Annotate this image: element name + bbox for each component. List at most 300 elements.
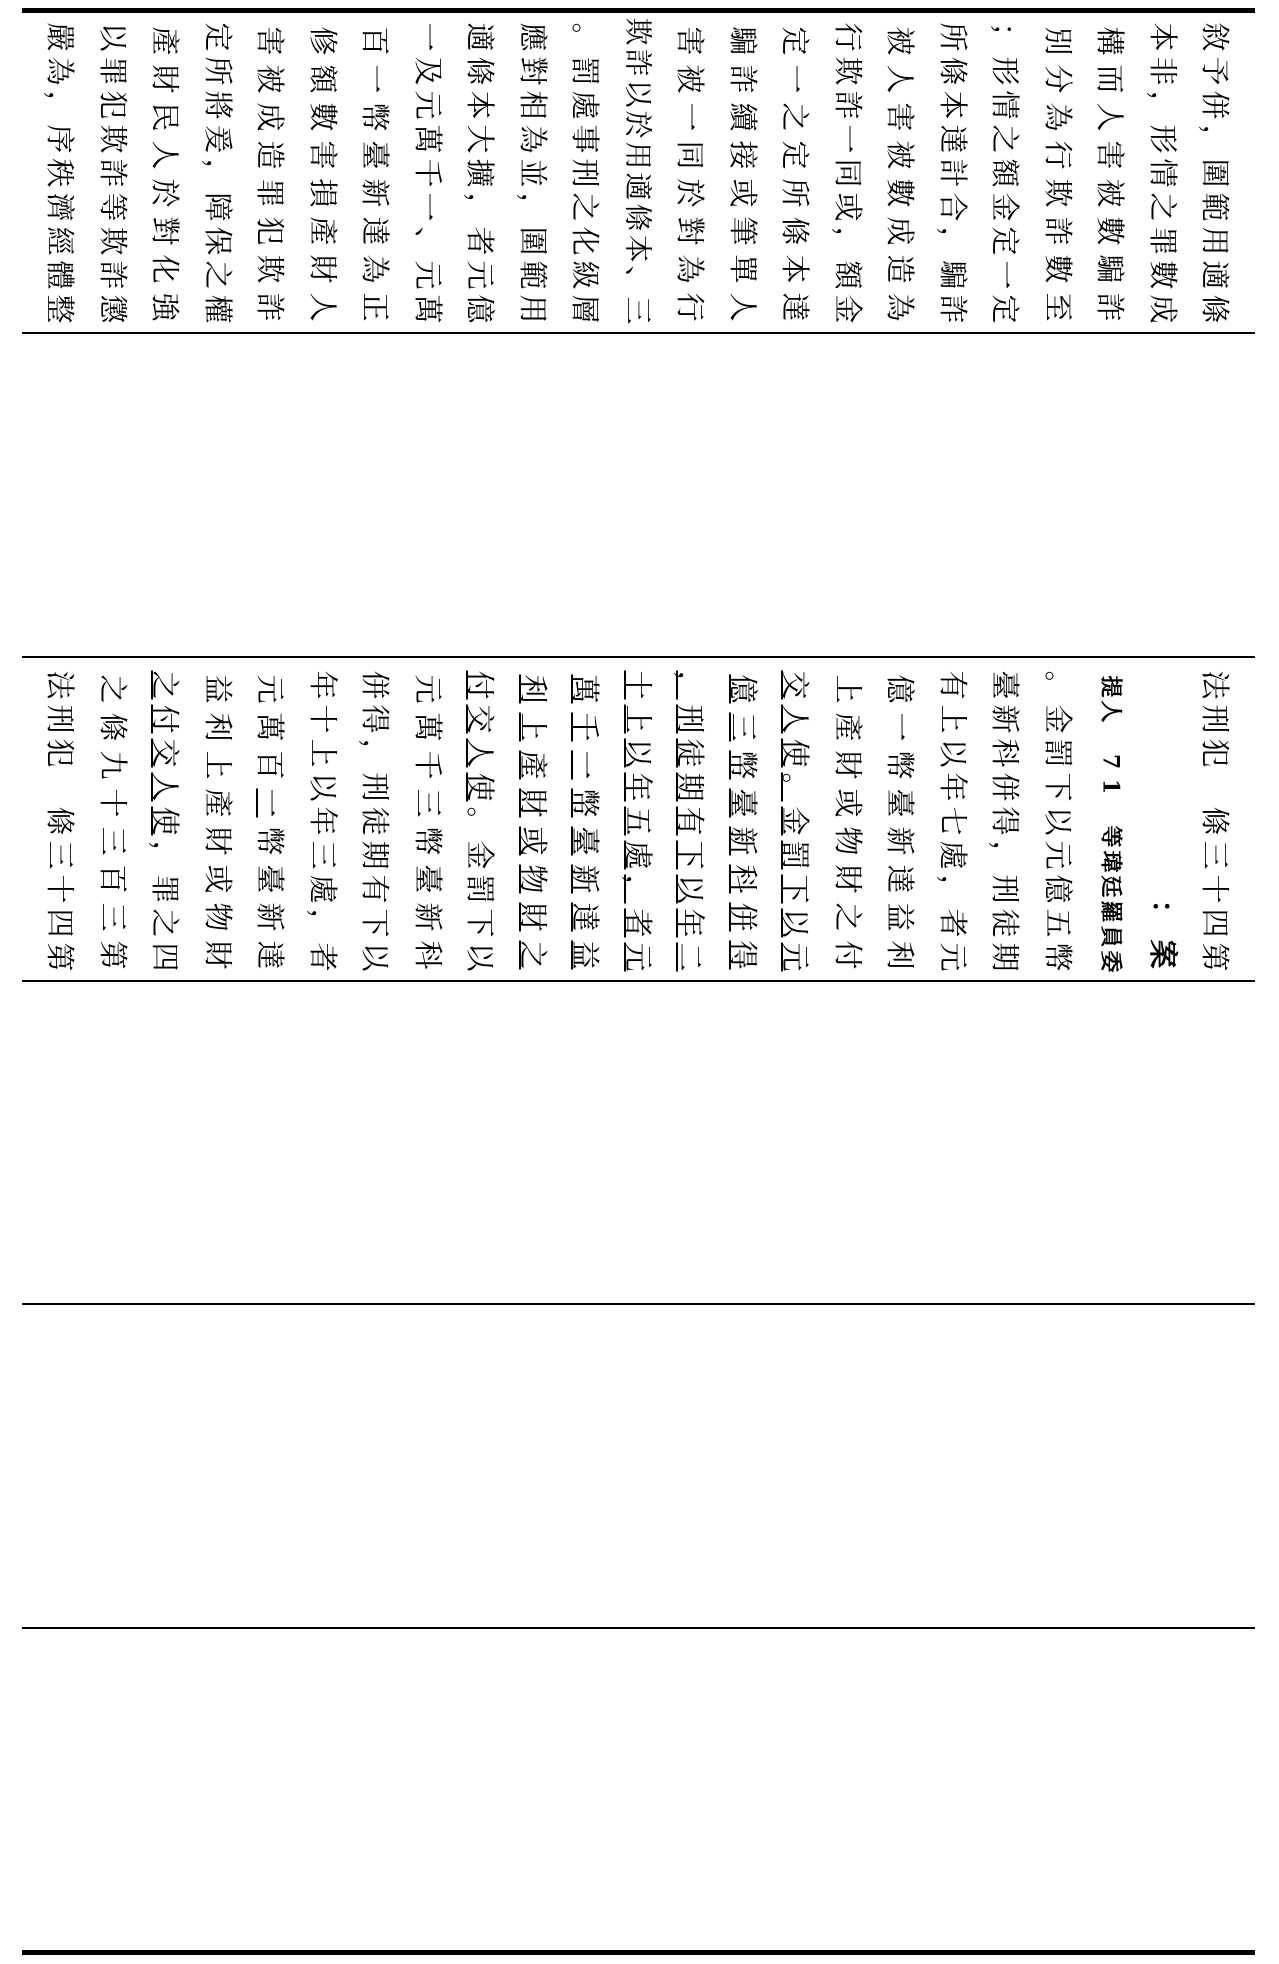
glyph: 保 [200,226,235,256]
glyph: 相 [515,90,550,120]
glyph: 形 [1145,124,1180,154]
glyph: 為 [673,254,707,284]
text-line [1143,14,1183,332]
glyph: 百 [253,750,287,780]
text-line [460,14,500,332]
glyph: 事 [568,124,602,154]
glyph: 財 [515,788,550,818]
glyph: 元 [935,942,970,972]
glyph: 物 [200,902,235,932]
glyph: 瑋 [1097,850,1124,873]
glyph: 爰 [200,124,235,154]
glyph: 科 [410,940,445,970]
glyph: 以 [95,22,130,52]
glyph: 適 [463,22,497,52]
glyph: 。 [568,22,602,52]
glyph: 徒 [988,908,1022,938]
glyph: 提 [1097,675,1124,698]
glyph: 益 [200,674,235,704]
glyph: 範 [1198,192,1232,222]
glyph: 條 [463,56,497,86]
glyph: 上 [620,704,655,734]
text-line [1195,662,1235,980]
glyph: 財 [200,940,235,970]
glyph: 三 [305,840,340,870]
glyph: 一 [410,22,445,52]
glyph: 之 [988,124,1022,154]
glyph: 以 [305,772,340,802]
glyph: 7 [1097,753,1124,770]
glyph: 犯 [253,216,287,246]
glyph: 續 [725,102,760,132]
glyph: 第 [1198,942,1232,972]
glyph: ， [988,840,1022,870]
text-line [145,662,185,980]
glyph: 害 [883,102,917,132]
glyph: 幣 [410,826,445,856]
glyph: 產 [515,750,550,780]
glyph: 金 [830,294,865,324]
glyph: 新 [883,826,917,856]
glyph: 達 [778,292,812,322]
glyph: 上 [830,674,865,704]
glyph: 人 [463,738,497,768]
glyph: 並 [515,158,550,188]
glyph: 秩 [43,158,77,188]
glyph: 一 [673,102,707,132]
glyph: 一 [778,64,812,94]
glyph: 行 [830,22,865,52]
glyph: 九 [95,750,130,780]
glyph: 條 [778,216,812,246]
glyph: 千 [410,750,445,780]
divider [22,1627,1255,1629]
text-line [408,662,448,980]
glyph: 刑 [988,874,1022,904]
glyph: 本 [463,90,497,120]
glyph: 達 [568,902,602,932]
glyph: 級 [568,260,602,290]
glyph: 千 [568,712,602,742]
glyph: 之 [148,908,182,938]
glyph: 用 [1198,226,1232,256]
glyph: 金 [778,806,812,836]
glyph: ， [830,226,865,256]
glyph: 下 [463,908,497,938]
glyph: 十 [1198,874,1232,904]
text-line [880,14,920,332]
glyph: 。 [778,772,812,802]
glyph: 障 [200,192,235,222]
glyph: 條 [1198,806,1232,836]
glyph: 新 [253,902,287,932]
glyph: 幣 [253,826,287,856]
text-line [250,662,290,980]
glyph: 萬 [410,294,445,324]
text-line [880,662,920,980]
glyph: ， [1198,124,1232,154]
text-line [565,662,605,980]
glyph: 下 [1040,772,1075,802]
glyph: ： [1145,899,1180,929]
glyph: 交 [463,704,497,734]
glyph: 付 [463,670,497,700]
glyph: 一 [410,192,445,222]
glyph: 人 [778,704,812,734]
text-line [198,662,238,980]
glyph: 之 [830,902,865,932]
glyph: 者 [620,908,655,938]
glyph: 者 [935,908,970,938]
glyph: 併 [988,772,1022,802]
glyph: 元 [778,942,812,972]
glyph: 年 [935,772,970,802]
glyph: 欺 [95,124,130,154]
text-line [565,14,605,332]
text-line [670,14,710,332]
glyph: 用 [515,294,550,324]
glyph: 幣 [725,750,760,780]
glyph: 罪 [95,56,130,86]
glyph: 對 [515,56,550,86]
glyph: 為 [43,56,77,86]
glyph: 濟 [43,192,77,222]
glyph: 下 [673,840,707,870]
glyph: 元 [463,260,497,290]
glyph: 新 [410,902,445,932]
glyph: 適 [621,172,654,201]
glyph: 處 [935,840,970,870]
glyph: 所 [935,22,970,52]
glyph: 以 [463,942,497,972]
glyph: 本 [935,90,970,120]
glyph: 財 [200,826,235,856]
glyph [43,767,77,807]
glyph: 成 [1145,294,1180,324]
glyph: 一 [253,788,287,818]
glyph: 三 [410,788,445,818]
divider [22,1303,1255,1305]
glyph: 或 [830,192,865,222]
glyph: 經 [43,226,77,256]
glyph: 臺 [410,864,445,894]
glyph: 等 [95,192,130,222]
glyph: 第 [43,942,77,972]
glyph: 利 [200,712,235,742]
glyph: 年 [673,908,707,938]
glyph: 定 [778,140,812,170]
glyph: 罰 [778,840,812,870]
glyph: 民 [148,102,182,132]
glyph: 財 [305,254,340,284]
text-line [513,14,553,332]
glyph: 筆 [725,216,760,246]
glyph: 欺 [95,226,130,256]
glyph: 三 [1198,840,1232,870]
text-line [93,14,133,332]
glyph: 益 [883,902,917,932]
glyph: 臺 [725,788,760,818]
glyph: ， [935,874,970,904]
glyph: 詐 [1040,216,1075,246]
glyph: 或 [515,826,550,856]
glyph: 財 [830,864,865,894]
glyph: 被 [673,64,707,94]
glyph: 五 [620,806,655,836]
glyph: 以 [621,79,654,108]
text-line [1195,14,1235,332]
glyph: 物 [515,864,550,894]
glyph: 嚴 [43,22,77,52]
glyph: 四 [43,908,77,938]
glyph: 付 [148,704,182,734]
glyph: 上 [935,704,970,734]
glyph: 金 [1040,704,1075,734]
glyph: 1 [1097,778,1124,795]
glyph: 刑 [1198,704,1232,734]
glyph: 犯 [95,90,130,120]
glyph: 詐 [95,260,130,290]
text-line [985,662,1025,980]
glyph: 法 [43,670,77,700]
glyph: 之 [148,670,182,700]
glyph: 以 [673,874,707,904]
glyph: 騙 [1093,254,1127,284]
glyph: 強 [148,292,182,322]
glyph: 億 [725,674,760,704]
glyph: ， [43,90,77,120]
glyph: ； [988,22,1022,52]
glyph: 下 [778,874,812,904]
glyph: 四 [148,942,182,972]
glyph: 利 [515,674,550,704]
glyph: ， [620,874,655,904]
glyph: 被 [1093,178,1127,208]
glyph: 產 [148,26,182,56]
glyph: 罪 [148,874,182,904]
glyph: 百 [95,864,130,894]
glyph: 情 [1145,158,1180,188]
glyph: 造 [253,140,287,170]
glyph: 委 [1097,950,1124,973]
glyph: 計 [935,158,970,188]
glyph: 、 [410,226,445,256]
text-line [618,14,658,332]
glyph: 以 [1040,806,1075,836]
text-line [145,14,185,332]
glyph: 化 [568,226,602,256]
glyph: 得 [988,806,1022,836]
glyph: 年 [620,772,655,802]
glyph: 條 [43,806,77,836]
glyph: 定 [988,226,1022,256]
glyph: 財 [515,902,550,932]
glyph: 被 [883,26,917,56]
glyph: 十 [620,670,655,700]
glyph: 罰 [568,56,602,86]
glyph: 併 [358,670,392,700]
glyph: 產 [200,788,235,818]
glyph: 二 [673,942,707,972]
glyph: 徒 [358,806,392,836]
glyph: 廷 [1097,875,1124,898]
text-line [828,14,868,332]
glyph: 額 [305,64,340,94]
glyph: 員 [1097,925,1124,948]
glyph: 而 [1093,64,1127,94]
glyph: 行 [1040,140,1075,170]
glyph: 得 [725,940,760,970]
glyph: 成 [253,102,287,132]
glyph: 三 [95,902,130,932]
glyph: ， [305,908,340,938]
glyph: 、 [621,265,654,294]
glyph: 有 [935,670,970,700]
glyph: 正 [358,292,392,322]
glyph: 期 [358,840,392,870]
glyph: 億 [883,674,917,704]
glyph: 及 [410,56,445,86]
glyph: 三 [725,712,760,742]
glyph: 條 [621,203,654,232]
glyph: 人 [305,292,340,322]
glyph: 幣 [358,102,392,132]
glyph: 一 [883,712,917,742]
glyph: 處 [620,840,655,870]
glyph [1198,767,1232,807]
glyph: 欺 [253,254,287,284]
glyph: 適 [1198,260,1232,290]
glyph: 定 [988,294,1022,324]
glyph: 之 [200,260,235,290]
glyph: 予 [1198,56,1232,86]
glyph: 達 [883,864,917,894]
glyph: 千 [410,158,445,188]
glyph: 幣 [1040,942,1075,972]
glyph: ， [935,226,970,256]
glyph: 定 [778,26,812,56]
glyph: 之 [515,940,550,970]
glyph: ， [673,670,707,700]
glyph: 為 [515,124,550,154]
glyph: 萬 [410,124,445,154]
glyph: 元 [410,260,445,290]
glyph: 者 [305,942,340,972]
glyph: 詐 [725,64,760,94]
glyph: 新 [568,864,602,894]
glyph: 罰 [1040,738,1075,768]
glyph: 人 [1097,700,1124,723]
glyph: 達 [358,216,392,246]
glyph: 元 [253,674,287,704]
glyph: 利 [883,940,917,970]
glyph: 對 [673,216,707,246]
glyph: 人 [148,140,182,170]
glyph: 所 [778,178,812,208]
glyph: 三 [95,826,130,856]
text-line [1038,14,1078,332]
glyph: 交 [778,670,812,700]
glyph: 幣 [883,750,917,780]
glyph: 上 [305,738,340,768]
glyph: 萬 [568,674,602,704]
glyph: 同 [673,140,707,170]
bottom-border [22,1950,1255,1955]
text-line [460,662,500,980]
text-line [1143,662,1183,980]
glyph: 害 [305,140,340,170]
glyph: 或 [725,178,760,208]
glyph: 分 [1040,64,1075,94]
text-line [198,14,238,332]
glyph: 人 [883,64,917,94]
glyph: 數 [1145,260,1180,290]
glyph: ， [148,840,182,870]
glyph: 同 [830,158,865,188]
glyph: 期 [988,942,1022,972]
glyph: 數 [1093,216,1127,246]
text-line [775,662,815,980]
glyph: 人 [725,292,760,322]
glyph: 有 [673,806,707,836]
glyph: 人 [1093,102,1127,132]
glyph: 損 [305,178,340,208]
text-line [828,662,868,980]
glyph: 下 [358,908,392,938]
glyph: 財 [830,750,865,780]
glyph: 刑 [673,704,707,734]
glyph: 之 [778,102,812,132]
glyph: 或 [830,788,865,818]
glyph: 序 [43,124,77,154]
glyph: 罪 [253,178,287,208]
glyph: 接 [725,140,760,170]
glyph: 臺 [253,864,287,894]
glyph: 四 [1198,908,1232,938]
glyph: 十 [305,704,340,734]
glyph: 處 [305,874,340,904]
text-line [775,14,815,332]
glyph: ， [463,192,497,222]
glyph: 所 [200,56,235,86]
glyph: 體 [43,260,77,290]
glyph: 物 [830,826,865,856]
glyph: ， [515,192,550,222]
text-line [723,14,763,332]
glyph: 。 [463,806,497,836]
glyph: 欺 [621,17,654,46]
glyph: 定 [200,22,235,52]
glyph: 一 [358,64,392,94]
text-line [1090,662,1130,980]
text-line [513,662,553,980]
glyph: 十 [43,874,77,904]
glyph: 達 [935,124,970,154]
glyph: 期 [673,772,707,802]
glyph: 罪 [1145,226,1180,256]
glyph: 元 [620,942,655,972]
glyph: 數 [305,102,340,132]
glyph: 數 [883,178,917,208]
glyph: 一 [988,260,1022,290]
glyph: 新 [358,178,392,208]
glyph: 或 [200,864,235,894]
glyph: 億 [463,294,497,324]
glyph: 別 [1040,26,1075,56]
glyph: 為 [1040,102,1075,132]
glyph: 騙 [725,26,760,56]
glyph: 三 [621,296,654,325]
